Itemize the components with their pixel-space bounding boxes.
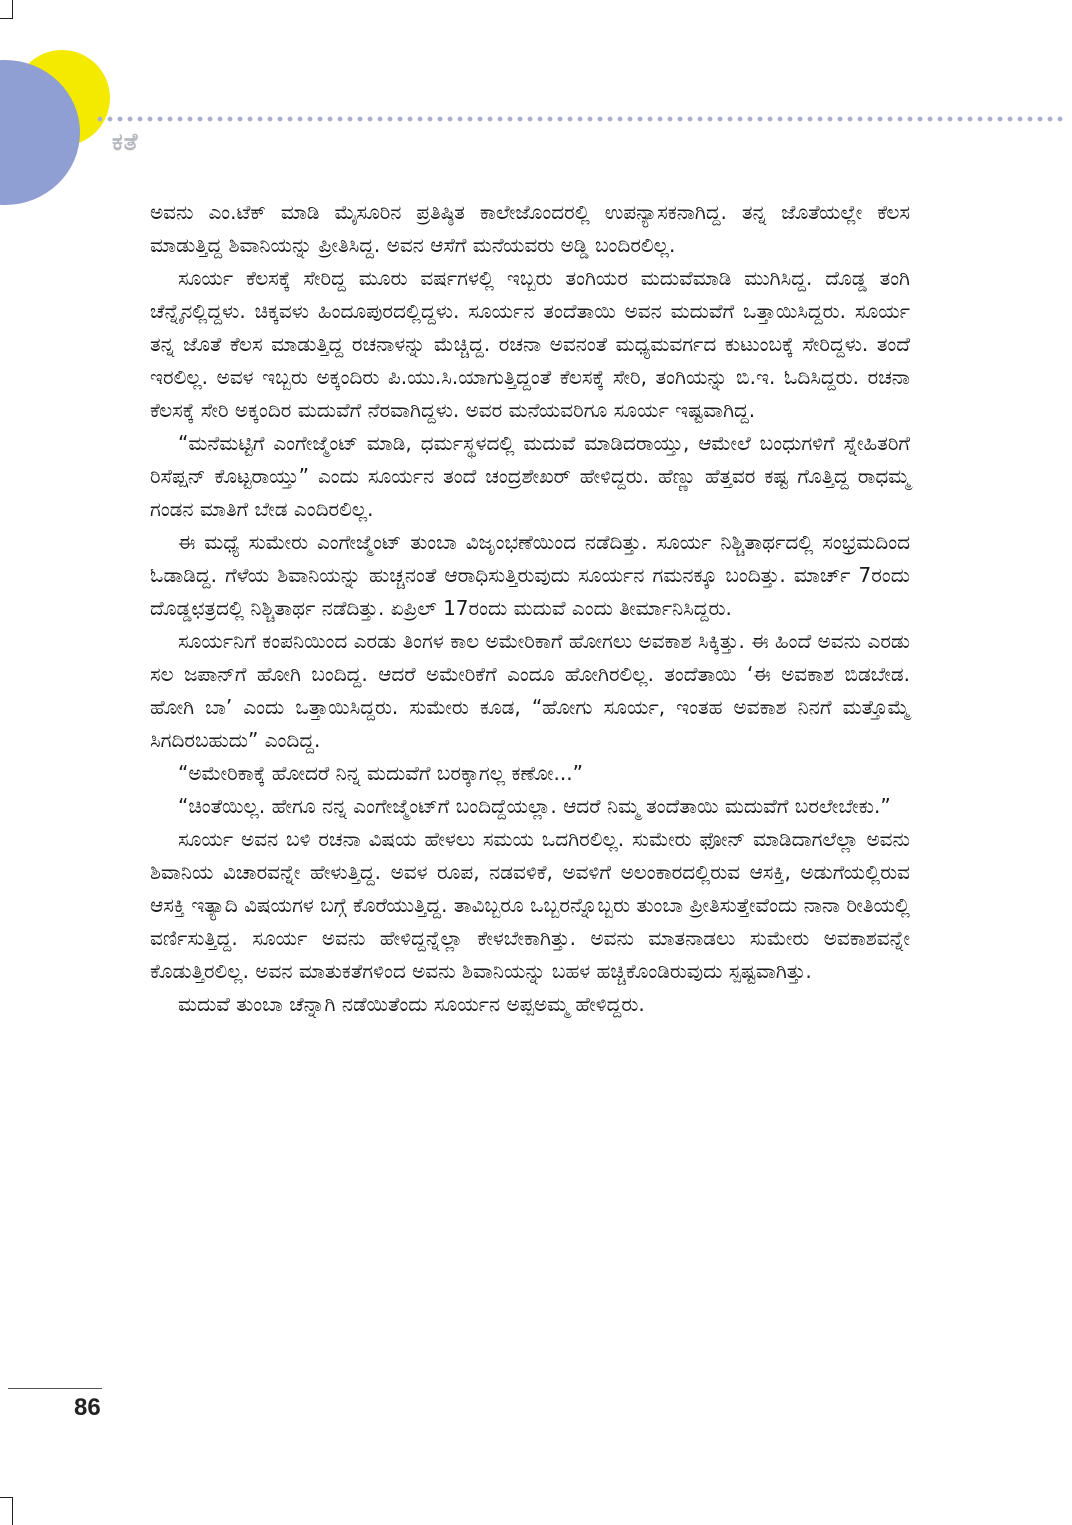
crop-mark-bottom-v: [12, 1497, 13, 1525]
page-number-rule: [8, 1388, 102, 1389]
paragraph: “ಮನೆಮಟ್ಟಿಗೆ ಎಂಗೇಜ್ಮೆಂಟ್ ಮಾಡಿ, ಧರ್ಮಸ್ಥಳದಲ್ಲಿ ಮದುವೆ ಮಾಡಿದರಾಯ್ತು, ಆಮೇಲೆ ಬಂಧುಗಳಿಗೆ ಸ್ನೇಹಿತರಿಗೆ ರಿಸೆಪ್ಷನ್ ಕೊಟ್ಟರಾಯ್ತು” ಎಂದು ಸೂರ್ಯನ ತಂದೆ ಚಂದ್ರಶೇಖರ್ ಹೇಳಿದ್ದರು. ಹೆಣ್ಣು ಹೆತ್ತವರ ಕಷ್ಟ ಗೊತ್ತಿದ್ದ ರಾಧಮ್ಮ ಗಂಡನ ಮಾತಿಗೆ ಬೇಡ ಎಂದಿರಲಿಲ್ಲ.: [150, 431, 910, 521]
dotted-header-rule: [95, 115, 1065, 123]
paragraph: ಸೂರ್ಯ ಕೆಲಸಕ್ಕೆ ಸೇರಿದ್ದ ಮೂರು ವರ್ಷಗಳಲ್ಲಿ ಇಬ್ಬರು ತಂಗಿಯರ ಮದುವೆಮಾಡಿ ಮುಗಿಸಿದ್ದ. ದೊಡ್ಡ ತಂಗಿ ಚೆನ್ನೈನಲ್ಲಿದ್ದಳು. ಚಿಕ್ಕವಳು ಹಿಂದೂಪುರದಲ್ಲಿದ್ದಳು. ಸೂರ್ಯನ ತಂದೆತಾಯಿ ಅವನ ಮದುವೆಗೆ ಒತ್ತಾಯಿಸಿದ್ದರು. ಸೂರ್ಯ ತನ್ನ ಜೊತೆ ಕೆಲಸ ಮಾಡುತ್ತಿದ್ದ ರಚನಾಳನ್ನು ಮೆಚ್ಚಿದ್ದ. ರಚನಾ ಅವನಂತೆ ಮಧ್ಯಮವರ್ಗದ ಕುಟುಂಬಕ್ಕೆ ಸೇರಿದ್ದಳು. ತಂದೆ ಇರಲಿಲ್ಲ. ಅವಳ ಇಬ್ಬರು ಅಕ್ಕಂದಿರು ಪಿ.ಯು.ಸಿ.ಯಾಗುತ್ತಿದ್ದಂತೆ ಕೆಲಸಕ್ಕೆ ಸೇರಿ, ತಂಗಿಯನ್ನು ಬಿ.ಇ. ಓದಿಸಿದ್ದರು. ರಚನಾ ಕೆಲಸಕ್ಕೆ ಸೇರಿ ಅಕ್ಕಂದಿರ ಮದುವೆಗೆ ನೆರವಾಗಿದ್ದಳು. ಅವರ ಮನೆಯವರಿಗೂ ಸೂರ್ಯ ಇಷ್ಟವಾಗಿದ್ದ.: [150, 266, 910, 422]
paragraph: ಮದುವೆ ತುಂಬಾ ಚೆನ್ನಾಗಿ ನಡೆಯಿತೆಂದು ಸೂರ್ಯನ ಅಪ್ಪಅಮ್ಮ ಹೇಳಿದ್ದರು.: [178, 992, 645, 1016]
story-body: [150, 196, 910, 1021]
paragraph: ಈ ಮಧ್ಯೆ ಸುಮೇರು ಎಂಗೇಜ್ಮೆಂಟ್ ತುಂಬಾ ವಿಜೃಂಭಣೆಯಿಂದ ನಡೆದಿತ್ತು. ಸೂರ್ಯ ನಿಶ್ಚಿತಾರ್ಥದಲ್ಲಿ ಸಂಭ್ರಮದಿಂದ ಓಡಾಡಿದ್ದ. ಗೆಳೆಯ ಶಿವಾನಿಯನ್ನು ಹುಚ್ಚನಂತೆ ಆರಾಧಿಸುತ್ತಿರುವುದು ಸೂರ್ಯನ ಗಮನಕ್ಕೂ ಬಂದಿತ್ತು. ಮಾರ್ಚ್ 7ರಂದು ದೊಡ್ಡಛತ್ರದಲ್ಲಿ ನಿಶ್ಚಿತಾರ್ಥ ನಡೆದಿತ್ತು. ಏಪ್ರಿಲ್ 17ರಂದು ಮದುವೆ ಎಂದು ತೀರ್ಮಾನಿಸಿದ್ದರು.: [150, 530, 910, 620]
crop-mark-top-v: [12, 0, 13, 18]
paragraph: ಅವನು ಎಂ.ಟೆಕ್ ಮಾಡಿ ಮೈಸೂರಿನ ಪ್ರತಿಷ್ಠಿತ ಕಾಲೇಜೊಂದರಲ್ಲಿ ಉಪನ್ಯಾಸಕನಾಗಿದ್ದ. ತನ್ನ ಜೊತೆಯಲ್ಲೇ ಕೆಲಸ ಮಾಡುತ್ತಿದ್ದ ಶಿವಾನಿಯನ್ನು ಪ್ರೀತಿಸಿದ್ದ. ಅವನ ಆಸೆಗೆ ಮನೆಯವರು ಅಡ್ಡಿ ಬಂದಿರಲಿಲ್ಲ.: [150, 200, 910, 257]
page-number: 86: [74, 1394, 101, 1421]
crop-mark-top-h: [0, 18, 13, 19]
section-label: ಕತೆ: [112, 128, 139, 156]
paragraph: “ಅಮೇರಿಕಾಕ್ಕೆ ಹೋದರೆ ನಿನ್ನ ಮದುವೆಗೆ ಬರಕ್ಕಾಗಲ್ಲ ಕಣೋ...”: [178, 761, 583, 785]
paragraph: “ಚಿಂತೆಯಿಲ್ಲ. ಹೇಗೂ ನನ್ನ ಎಂಗೇಜ್ಮೆಂಟ್‌ಗೆ ಬಂದಿದ್ದೆಯಲ್ಲಾ. ಆದರೆ ನಿಮ್ಮ ತಂದೆತಾಯಿ ಮದುವೆಗೆ ಬರಲೇಬೇಕು.”: [178, 794, 891, 818]
paragraph: ಸೂರ್ಯ ಅವನ ಬಳಿ ರಚನಾ ವಿಷಯ ಹೇಳಲು ಸಮಯ ಒದಗಿರಲಿಲ್ಲ. ಸುಮೇರು ಫೋನ್ ಮಾಡಿದಾಗಲೆಲ್ಲಾ ಅವನು ಶಿವಾನಿಯ ವಿಚಾರವನ್ನೇ ಹೇಳುತ್ತಿದ್ದ. ಅವಳ ರೂಪ, ನಡವಳಿಕೆ, ಅವಳಿಗೆ ಅಲಂಕಾರದಲ್ಲಿರುವ ಆಸಕ್ತಿ, ಅಡುಗೆಯಲ್ಲಿರುವ ಆಸಕ್ತಿ ಇತ್ಯಾದಿ ವಿಷಯಗಳ ಬಗ್ಗೆ ಕೊರೆಯುತ್ತಿದ್ದ. ತಾವಿಬ್ಬರೂ ಒಬ್ಬರನ್ನೊಬ್ಬರು ತುಂಬಾ ಪ್ರೀತಿಸುತ್ತೇವೆಂದು ನಾನಾ ರೀತಿಯಲ್ಲಿ ವರ್ಣಿಸುತ್ತಿದ್ದ. ಸೂರ್ಯ ಅವನು ಹೇಳಿದ್ದನ್ನೆಲ್ಲಾ ಕೇಳಬೇಕಾಗಿತ್ತು. ಅವನು ಮಾತನಾಡಲು ಸುಮೇರು ಅವಕಾಶವನ್ನೇ ಕೊಡುತ್ತಿರಲಿಲ್ಲ. ಅವನ ಮಾತುಕತೆಗಳಿಂದ ಅವನು ಶಿವಾನಿಯನ್ನು ಬಹಳ ಹಚ್ಚಿಕೊಂಡಿರುವುದು ಸ್ಪಷ್ಟವಾಗಿತ್ತು.: [150, 827, 910, 983]
paragraph: ಸೂರ್ಯನಿಗೆ ಕಂಪನಿಯಿಂದ ಎರಡು ತಿಂಗಳ ಕಾಲ ಅಮೇರಿಕಾಗೆ ಹೋಗಲು ಅವಕಾಶ ಸಿಕ್ಕಿತ್ತು. ಈ ಹಿಂದೆ ಅವನು ಎರಡು ಸಲ ಜಪಾನ್‌ಗೆ ಹೋಗಿ ಬಂದಿದ್ದ. ಆದರೆ ಅಮೇರಿಕೆಗೆ ಎಂದೂ ಹೋಗಿರಲಿಲ್ಲ. ತಂದೆತಾಯಿ ‘ಈ ಅವಕಾಶ ಬಿಡಬೇಡ. ಹೋಗಿ ಬಾ’ ಎಂದು ಒತ್ತಾಯಿಸಿದ್ದರು. ಸುಮೇರು ಕೂಡ, “ಹೋಗು ಸೂರ್ಯ, ಇಂತಹ ಅವಕಾಶ ನಿನಗೆ ಮತ್ತೊಮ್ಮೆ ಸಿಗದಿರಬಹುದು” ಎಂದಿದ್ದ.: [150, 629, 910, 752]
